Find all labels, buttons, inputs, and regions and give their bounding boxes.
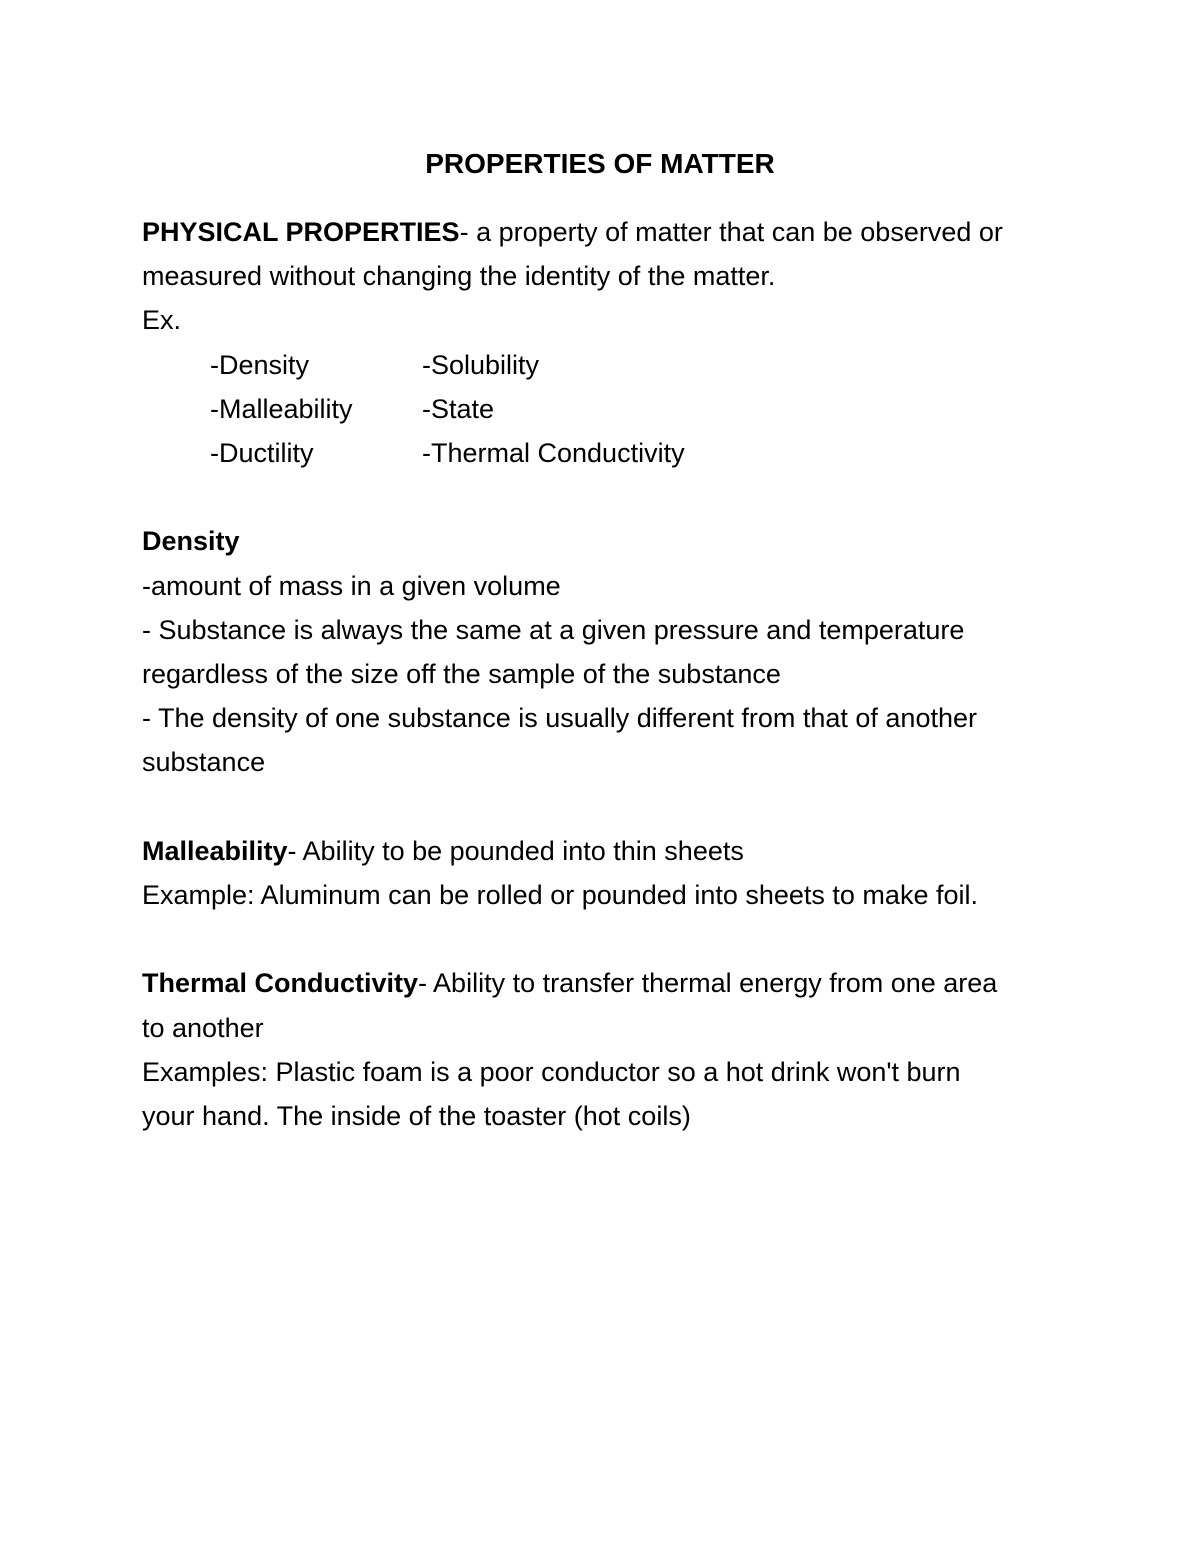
physical-properties-definition [142, 210, 1082, 254]
examples-label: Ex. [142, 305, 182, 336]
thermal-conductivity-definition-text: - Ability to transfer thermal energy from one area [418, 968, 998, 999]
density-heading: Density [142, 526, 240, 557]
example-item: -Thermal Conductivity [422, 438, 685, 469]
example-item: -Solubility [422, 349, 540, 380]
example-row [142, 431, 1082, 475]
density-line: - The density of one substance is usually different from that of another [142, 703, 977, 734]
document-title: PROPERTIES OF MATTER [425, 148, 775, 179]
thermal-conductivity-example: Examples: Plastic foam is a poor conductor so a hot drink won't burn [142, 1056, 961, 1087]
spacer [142, 785, 1082, 829]
example-row [142, 387, 1082, 431]
example-item: -Density [210, 349, 310, 380]
density-line: -amount of mass in a given volume [142, 570, 561, 601]
density-line: regardless of the size off the sample of the substance [142, 659, 781, 690]
thermal-conductivity-example-cont: your hand. The inside of the toaster (hot coils) [142, 1101, 691, 1132]
spacer [142, 917, 1082, 961]
example-item: -Ductility [210, 438, 314, 469]
thermal-conductivity-definition-cont: to another [142, 1012, 264, 1043]
density-line: substance [142, 747, 266, 778]
example-row [142, 343, 1082, 387]
document-body [142, 210, 1082, 1138]
malleability-definition-text: - Ability to be pounded into thin sheets [287, 835, 744, 866]
physical-properties-definition-cont: measured without changing the identity of the matter. [142, 261, 776, 292]
physical-properties-definition-text: - a property of matter that can be observed or [459, 217, 1003, 247]
spacer [142, 475, 1082, 519]
physical-properties-term: PHYSICAL PROPERTIES [142, 217, 460, 247]
malleability-definition [142, 829, 1082, 873]
example-item: -Malleability [210, 393, 353, 424]
thermal-conductivity-definition [142, 961, 1082, 1005]
density-line: - Substance is always the same at a given pressure and temperature [142, 614, 965, 645]
thermal-conductivity-term: Thermal Conductivity [142, 968, 419, 999]
example-item: -State [422, 393, 495, 424]
malleability-term: Malleability [142, 835, 288, 866]
malleability-example: Example: Aluminum can be rolled or pounded into sheets to make foil. [142, 880, 978, 911]
